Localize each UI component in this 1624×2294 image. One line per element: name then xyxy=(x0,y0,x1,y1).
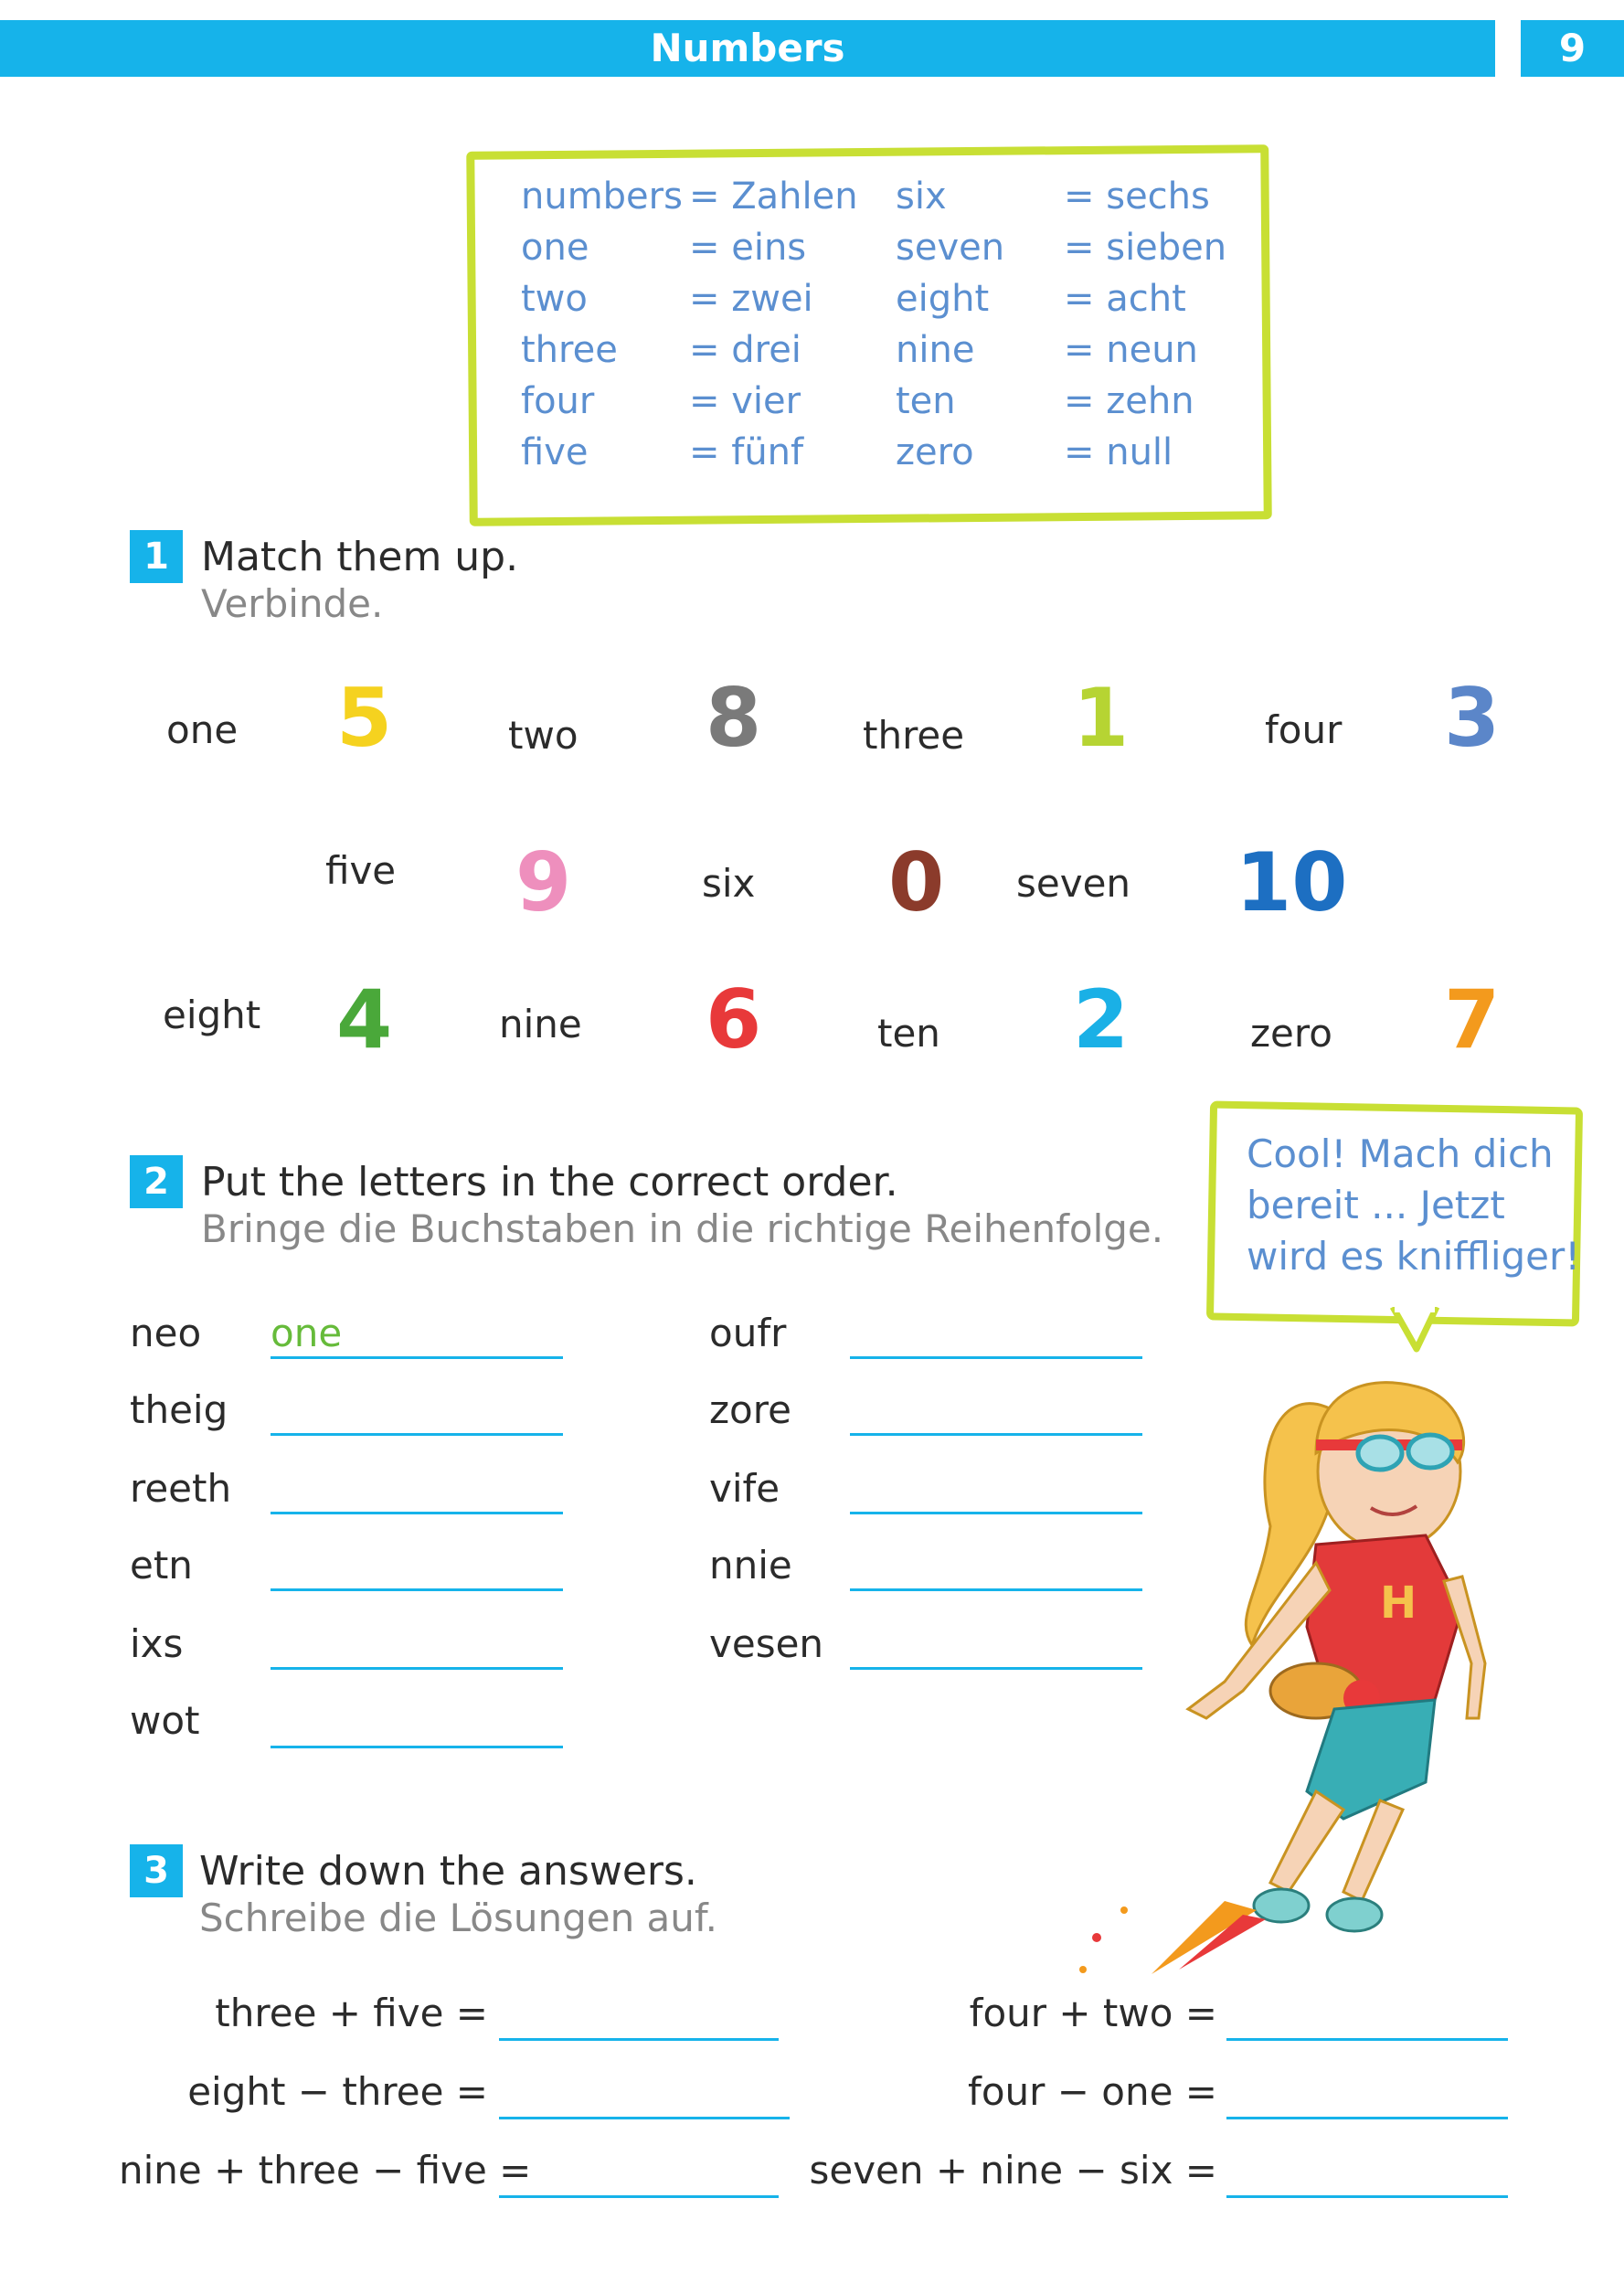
vocab-en: ten xyxy=(896,380,956,422)
scrambled-word: vesen xyxy=(709,1621,824,1666)
match-digit[interactable]: 8 xyxy=(706,671,762,765)
answer-line[interactable] xyxy=(499,2038,779,2041)
vocab-en: nine xyxy=(896,329,975,371)
answer-line[interactable] xyxy=(271,1667,563,1670)
scrambled-word: ixs xyxy=(130,1621,184,1666)
task3-instruction-de: Schreibe die Lösungen auf. xyxy=(199,1896,717,1940)
vocab-de: = neun xyxy=(1064,329,1198,371)
task-number-badge: 3 xyxy=(130,1844,183,1897)
vocab-de: = zehn xyxy=(1064,380,1194,422)
vocab-en: six xyxy=(896,175,947,218)
answer-line[interactable] xyxy=(1226,2038,1508,2041)
vocab-en: one xyxy=(521,227,589,269)
scrambled-word: theig xyxy=(130,1387,228,1432)
vocab-en: seven xyxy=(896,227,1005,269)
match-word[interactable]: three xyxy=(863,713,965,758)
match-word[interactable]: five xyxy=(325,848,397,893)
vocab-en: three xyxy=(521,329,618,371)
scrambled-word: zore xyxy=(709,1387,791,1432)
match-digit[interactable]: 3 xyxy=(1444,671,1501,765)
vocab-de: = zwei xyxy=(689,278,813,320)
vocab-en: two xyxy=(521,278,588,320)
match-word[interactable]: zero xyxy=(1250,1011,1332,1056)
vocab-de: = null xyxy=(1064,431,1173,473)
match-word[interactable]: two xyxy=(508,713,578,758)
math-expression: three + five = xyxy=(215,1991,488,2035)
task-number-badge: 1 xyxy=(130,530,183,583)
vocab-de: = sechs xyxy=(1064,175,1210,218)
answer-text[interactable]: one xyxy=(271,1311,343,1355)
vocab-de: = drei xyxy=(689,329,801,371)
match-word[interactable]: one xyxy=(166,707,239,752)
vocab-de: = eins xyxy=(689,227,807,269)
math-expression: seven + nine − six = xyxy=(809,2148,1217,2193)
scrambled-word: wot xyxy=(130,1698,200,1743)
match-digit[interactable]: 5 xyxy=(336,671,393,765)
vocab-de: = sieben xyxy=(1064,227,1227,269)
vocab-de: = Zahlen xyxy=(689,175,858,218)
scrambled-word: etn xyxy=(130,1543,193,1588)
bubble-text: wird es kniffliger! xyxy=(1247,1234,1581,1279)
task1-instruction-de: Verbinde. xyxy=(201,581,384,626)
task2-instruction-en: Put the letters in the correct order. xyxy=(201,1159,898,1205)
math-expression: nine + three − five = xyxy=(119,2148,532,2193)
answer-line[interactable] xyxy=(499,2117,790,2119)
match-digit[interactable]: 6 xyxy=(706,972,762,1067)
answer-line[interactable] xyxy=(499,2195,779,2198)
page-title: Numbers xyxy=(650,26,845,70)
page-number: 9 xyxy=(1521,20,1624,77)
match-word[interactable]: six xyxy=(702,861,756,906)
vocab-de: = vier xyxy=(689,380,801,422)
vocab-de: = fünf xyxy=(689,431,804,473)
answer-line[interactable] xyxy=(271,1356,563,1359)
answer-line[interactable] xyxy=(271,1433,563,1436)
match-digit[interactable]: 7 xyxy=(1444,972,1501,1067)
math-expression: four + two = xyxy=(969,1991,1217,2035)
match-digit[interactable]: 0 xyxy=(888,835,945,929)
task3-instruction-en: Write down the answers. xyxy=(199,1848,697,1895)
vocab-en: eight xyxy=(896,278,990,320)
match-digit[interactable]: 1 xyxy=(1073,671,1130,765)
match-digit[interactable]: 2 xyxy=(1073,972,1130,1067)
vocab-en: numbers xyxy=(521,175,683,218)
scrambled-word: neo xyxy=(130,1311,202,1355)
vocab-en: four xyxy=(521,380,595,422)
match-word[interactable]: ten xyxy=(877,1011,940,1056)
vocab-en: five xyxy=(521,431,589,473)
scrambled-word: vife xyxy=(709,1466,780,1511)
answer-line[interactable] xyxy=(271,1746,563,1748)
match-word[interactable]: four xyxy=(1265,707,1343,752)
answer-line[interactable] xyxy=(1226,2195,1508,2198)
match-word[interactable]: nine xyxy=(499,1002,582,1046)
bubble-text: Cool! Mach dich xyxy=(1247,1131,1554,1176)
task-number-badge: 2 xyxy=(130,1155,183,1208)
svg-text:H: H xyxy=(1380,1577,1417,1629)
match-digit[interactable]: 10 xyxy=(1236,835,1348,929)
math-expression: eight − three = xyxy=(187,2069,488,2114)
answer-line[interactable] xyxy=(271,1588,563,1591)
task2-instruction-de: Bringe die Buchstaben in die richtige Reihenfolge. xyxy=(201,1206,1164,1251)
answer-line[interactable] xyxy=(271,1512,563,1514)
vocab-de: = acht xyxy=(1064,278,1186,320)
math-expression: four − one = xyxy=(968,2069,1217,2114)
scrambled-word: reeth xyxy=(130,1466,232,1511)
bubble-text: bereit ... Jetzt xyxy=(1247,1183,1505,1227)
match-digit[interactable]: 4 xyxy=(336,972,393,1067)
vocab-en: zero xyxy=(896,431,974,473)
task1-instruction-en: Match them up. xyxy=(201,534,519,580)
girl-rocket-illustration-icon xyxy=(1042,1316,1517,1974)
match-word[interactable]: eight xyxy=(163,993,261,1037)
match-digit[interactable]: 9 xyxy=(515,835,572,929)
scrambled-word: nnie xyxy=(709,1543,792,1588)
answer-line[interactable] xyxy=(1226,2117,1508,2119)
match-word[interactable]: seven xyxy=(1016,861,1131,906)
scrambled-word: oufr xyxy=(709,1311,787,1355)
